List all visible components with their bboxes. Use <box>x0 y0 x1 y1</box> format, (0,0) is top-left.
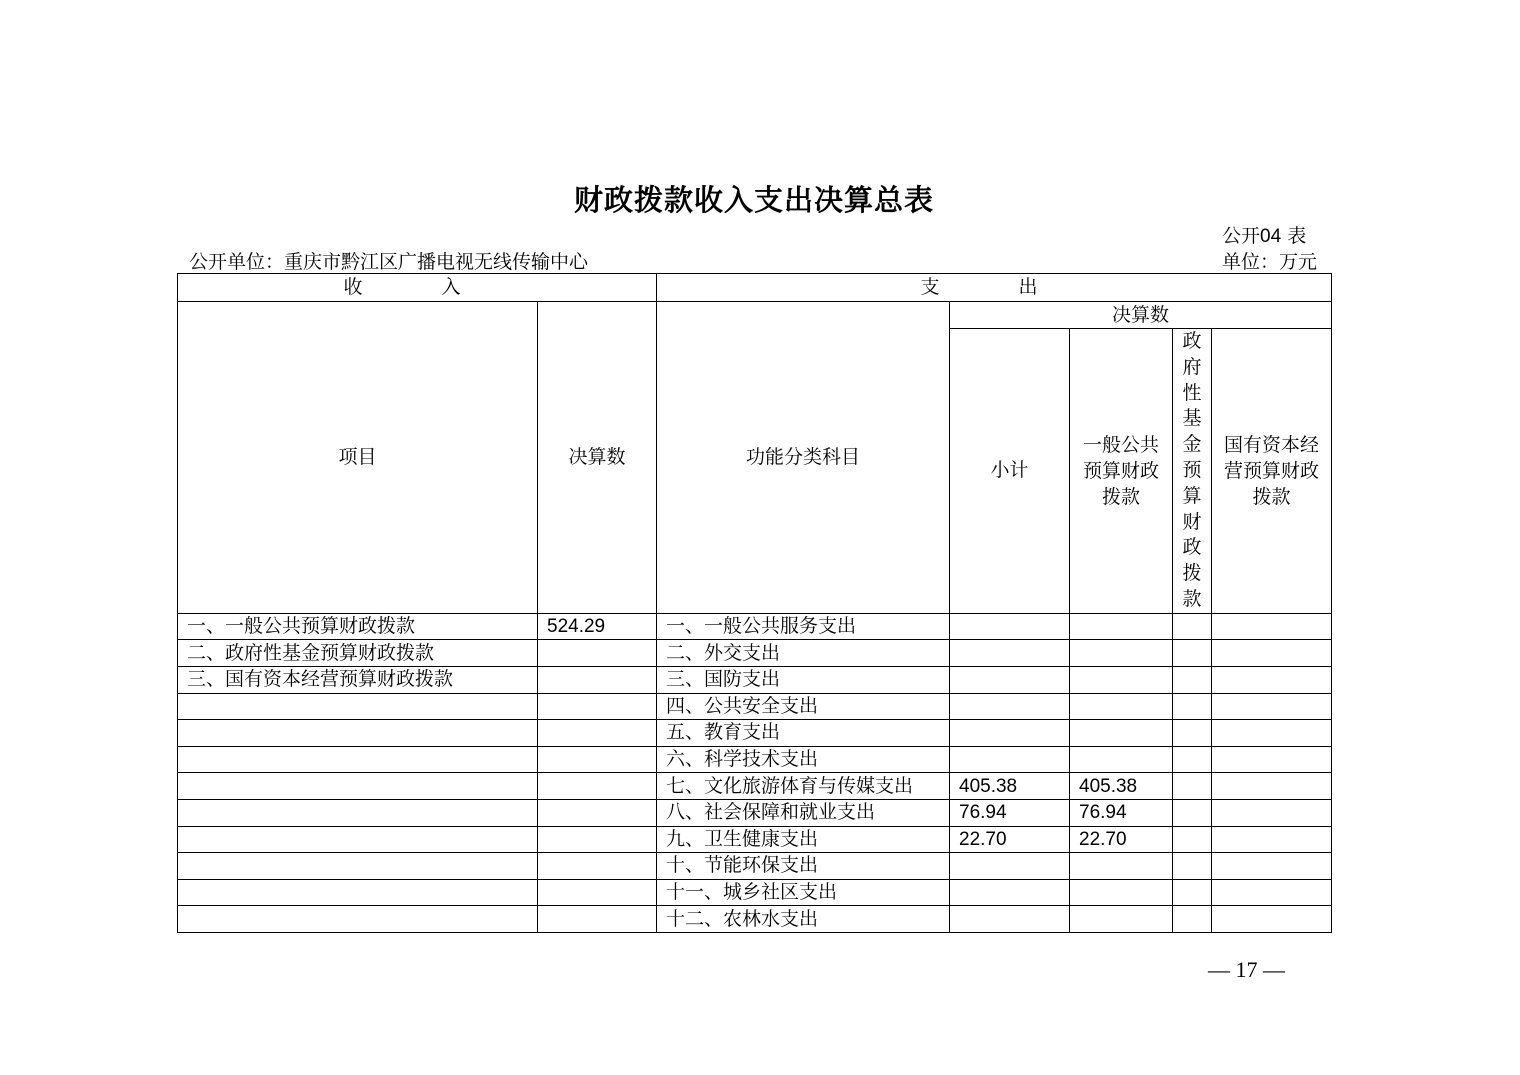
cell-category: 十、节能环保支出 <box>657 853 950 880</box>
cell-amount <box>538 640 657 667</box>
table-row <box>178 666 1332 693</box>
cell-general <box>1070 720 1173 747</box>
cell-item <box>178 746 538 773</box>
cell-fund <box>1173 746 1212 773</box>
cell-subtotal: 22.70 <box>950 826 1070 853</box>
cell-amount <box>538 853 657 880</box>
cell-fund <box>1173 720 1212 747</box>
table-row <box>178 799 1332 826</box>
cell-capital <box>1212 720 1332 747</box>
cell-amount <box>538 799 657 826</box>
form-number-prefix: 公开 <box>1222 225 1261 247</box>
cell-general <box>1070 666 1173 693</box>
cell-fund <box>1173 773 1212 800</box>
cell-capital <box>1212 879 1332 906</box>
form-number-value: 04 <box>1260 226 1282 247</box>
cell-capital <box>1212 613 1332 640</box>
cell-general <box>1070 746 1173 773</box>
cell-category: 九、卫生健康支出 <box>657 826 950 853</box>
cell-fund <box>1173 879 1212 906</box>
cell-category: 十一、城乡社区支出 <box>657 879 950 906</box>
cell-capital <box>1212 640 1332 667</box>
cell-item <box>178 826 538 853</box>
header-row-top <box>178 274 1332 302</box>
col-header-amount: 决算数 <box>538 302 657 614</box>
cell-subtotal <box>950 879 1070 906</box>
cell-subtotal <box>950 720 1070 747</box>
col-header-subtotal: 小计 <box>950 329 1070 614</box>
table-row <box>178 773 1332 800</box>
cell-capital <box>1212 666 1332 693</box>
table-row <box>178 826 1332 853</box>
cell-subtotal: 76.94 <box>950 799 1070 826</box>
cell-item: 二、政府性基金预算财政拨款 <box>178 640 538 667</box>
cell-fund <box>1173 906 1212 933</box>
cell-item <box>178 799 538 826</box>
cell-item <box>178 693 538 720</box>
cell-subtotal <box>950 906 1070 933</box>
cell-fund <box>1173 799 1212 826</box>
cell-general: 22.70 <box>1070 826 1173 853</box>
cell-category: 三、国防支出 <box>657 666 950 693</box>
cell-amount <box>538 693 657 720</box>
cell-subtotal <box>950 613 1070 640</box>
cell-capital <box>1212 746 1332 773</box>
col-header-item: 项目 <box>178 302 538 614</box>
cell-item <box>178 906 538 933</box>
table-row <box>178 906 1332 933</box>
cell-category: 八、社会保障和就业支出 <box>657 799 950 826</box>
cell-general <box>1070 640 1173 667</box>
cell-general <box>1070 906 1173 933</box>
cell-amount <box>538 879 657 906</box>
cell-amount <box>538 746 657 773</box>
cell-general: 76.94 <box>1070 799 1173 826</box>
cell-item: 三、国有资本经营预算财政拨款 <box>178 666 538 693</box>
cell-general <box>1070 879 1173 906</box>
cell-capital <box>1212 773 1332 800</box>
cell-fund <box>1173 693 1212 720</box>
cell-subtotal <box>950 640 1070 667</box>
cell-capital <box>1212 826 1332 853</box>
table-row <box>178 640 1332 667</box>
col-header-state-capital: 国有资本经营预算财政拨款 <box>1212 329 1332 614</box>
table-row <box>178 720 1332 747</box>
cell-fund <box>1173 666 1212 693</box>
cell-item <box>178 879 538 906</box>
col-header-category: 功能分类科目 <box>657 302 950 614</box>
cell-general <box>1070 693 1173 720</box>
cell-general <box>1070 853 1173 880</box>
cell-item <box>178 853 538 880</box>
cell-amount <box>538 666 657 693</box>
cell-subtotal <box>950 693 1070 720</box>
cell-item <box>178 773 538 800</box>
cell-general: 405.38 <box>1070 773 1173 800</box>
table-row <box>178 746 1332 773</box>
col-header-final-group: 决算数 <box>950 302 1332 329</box>
header-row-middle <box>178 302 1332 329</box>
table-row <box>178 613 1332 640</box>
cell-item: 一、一般公共预算财政拨款 <box>178 613 538 640</box>
cell-subtotal: 405.38 <box>950 773 1070 800</box>
income-header: 收 入 <box>178 274 657 302</box>
cell-amount <box>538 720 657 747</box>
cell-category: 四、公共安全支出 <box>657 693 950 720</box>
cell-fund <box>1173 613 1212 640</box>
cell-amount <box>538 826 657 853</box>
page-title: 财政拨款收入支出决算总表 <box>573 183 934 217</box>
cell-category: 五、教育支出 <box>657 720 950 747</box>
publishing-unit: 公开单位：重庆市黔江区广播电视无线传输中心 <box>189 251 589 273</box>
page-number: — 17 — <box>1208 957 1285 982</box>
fiscal-appropriation-table <box>177 273 1332 933</box>
table-row <box>178 693 1332 720</box>
cell-capital <box>1212 853 1332 880</box>
cell-fund <box>1173 826 1212 853</box>
cell-amount <box>538 773 657 800</box>
cell-category: 七、文化旅游体育与传媒支出 <box>657 773 950 800</box>
form-number-suffix: 表 <box>1281 225 1307 247</box>
col-header-general-budget: 一般公共预算财政拨款 <box>1070 329 1173 614</box>
cell-capital <box>1212 799 1332 826</box>
table-row <box>178 879 1332 906</box>
cell-category: 十二、农林水支出 <box>657 906 950 933</box>
col-header-fund-budget: 政府性基金预算财政拨款 <box>1173 329 1212 614</box>
cell-amount <box>538 906 657 933</box>
cell-category: 一、一般公共服务支出 <box>657 613 950 640</box>
cell-amount: 524.29 <box>538 613 657 640</box>
cell-subtotal <box>950 666 1070 693</box>
cell-general <box>1070 613 1173 640</box>
expense-header: 支 出 <box>657 274 1332 302</box>
currency-unit: 单位：万元 <box>1222 251 1318 273</box>
cell-subtotal <box>950 746 1070 773</box>
cell-subtotal <box>950 853 1070 880</box>
table-row <box>178 853 1332 880</box>
cell-item <box>178 720 538 747</box>
cell-capital <box>1212 693 1332 720</box>
cell-category: 六、科学技术支出 <box>657 746 950 773</box>
cell-fund <box>1173 853 1212 880</box>
cell-capital <box>1212 906 1332 933</box>
table-body <box>178 613 1332 932</box>
form-number <box>1222 221 1306 248</box>
cell-fund <box>1173 640 1212 667</box>
cell-category: 二、外交支出 <box>657 640 950 667</box>
